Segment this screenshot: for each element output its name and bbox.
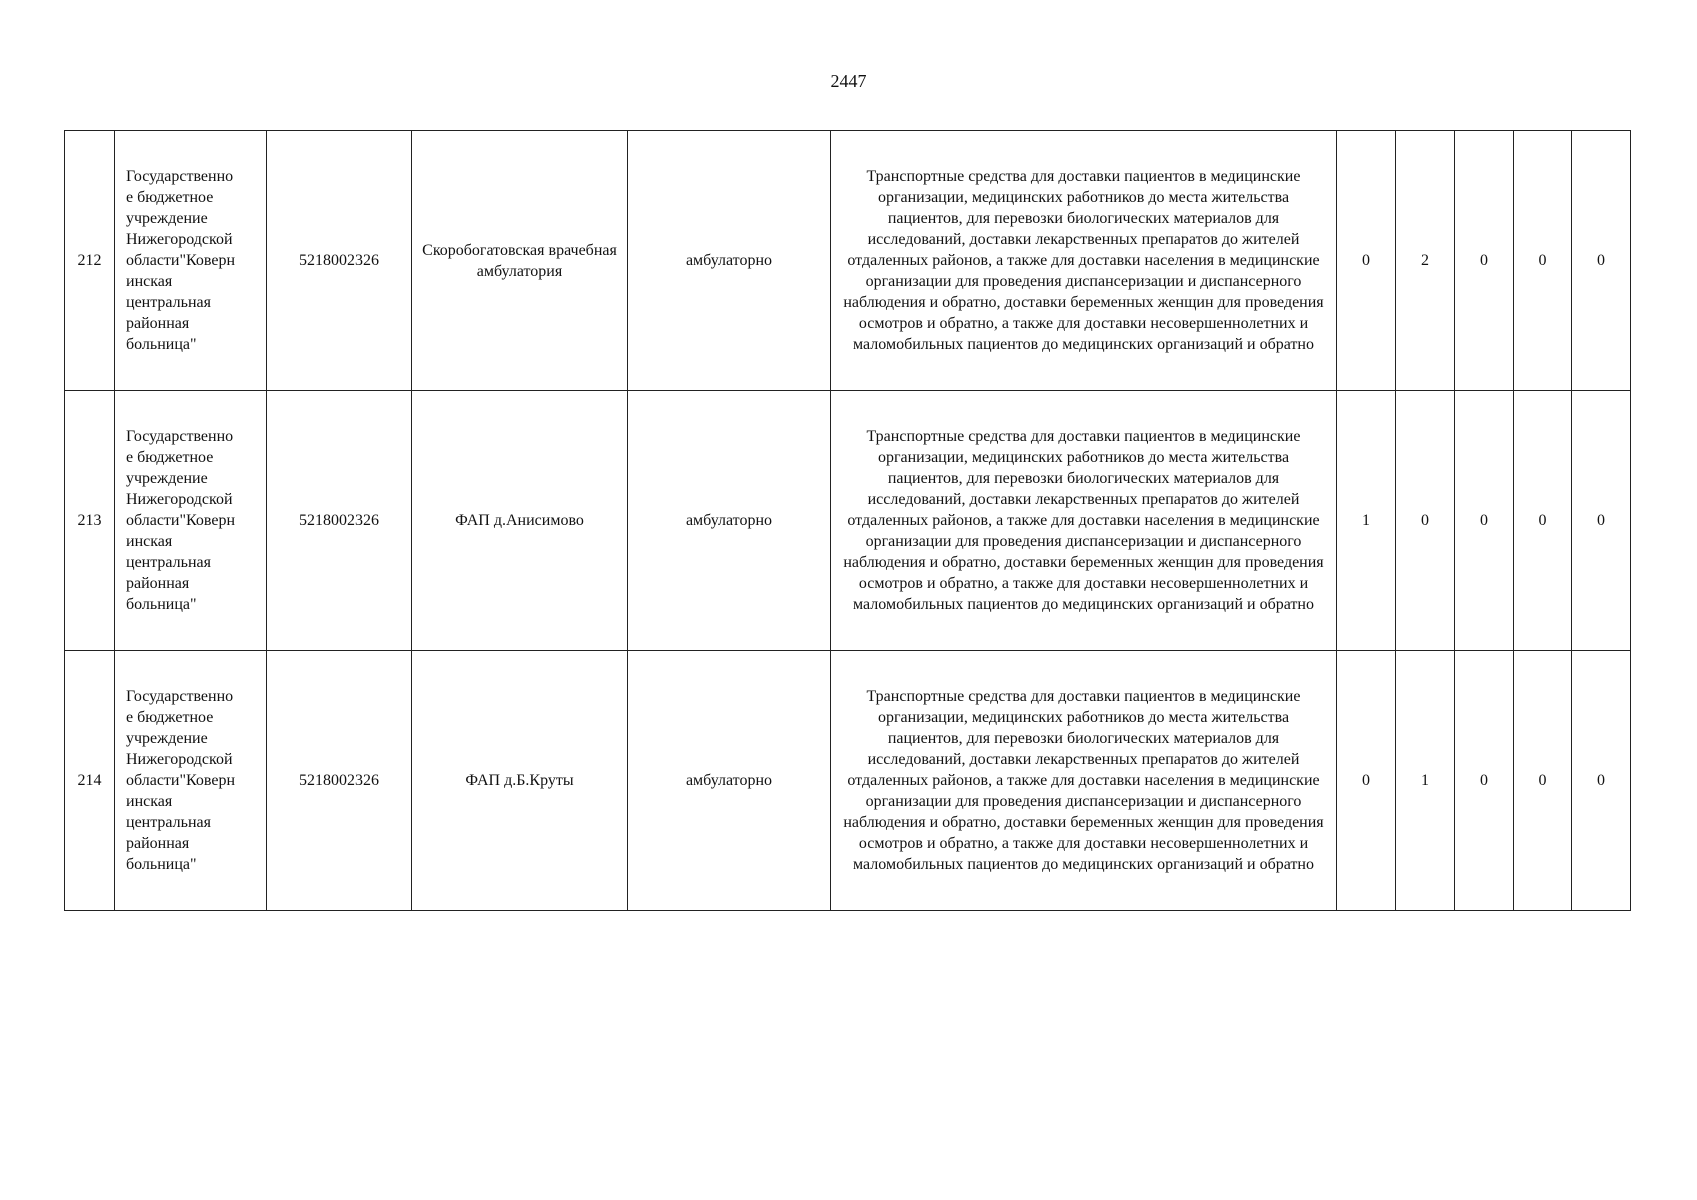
registry-table [64,130,1631,911]
value-cell: 0 [1337,131,1396,391]
organization-name: Государственно е бюджетное учреждение Нижегородской области"Коверн инская центральная районная больница" [115,651,267,911]
value-cell: 0 [1514,131,1572,391]
care-mode: амбулаторно [628,391,831,651]
row-number: 214 [65,651,115,911]
page-number: 2447 [830,71,867,91]
table-row [65,651,1631,911]
value-cell: 0 [1396,391,1455,651]
value-cell: 0 [1455,391,1514,651]
unit-name: ФАП д.Анисимово [412,391,628,651]
value-cell: 0 [1572,131,1631,391]
organization-name: Государственно е бюджетное учреждение Нижегородской области"Коверн инская центральная районная больница" [115,131,267,391]
table-row [65,131,1631,391]
care-mode: амбулаторно [628,651,831,911]
table-row [65,391,1631,651]
care-mode: амбулаторно [628,131,831,391]
vehicle-description: Транспортные средства для доставки пациентов в медицинские организации, медицинских работников до места жительства пациентов, для перевозки биологических материалов для исследований, доставки лекарственных препаратов до жителей отдаленных районов, а также для доставки населения в медицинские организации для проведения диспансеризации и диспансерного наблюдения и обратно, доставки беременных женщин для проведения осмотров и обратно, а также для доставки несовершеннолетних и маломобильных пациентов до медицинских организаций и обратно [831,391,1337,651]
value-cell: 0 [1572,391,1631,651]
value-cell: 0 [1572,651,1631,911]
value-cell: 0 [1514,651,1572,911]
organization-name: Государственно е бюджетное учреждение Нижегородской области"Коверн инская центральная районная больница" [115,391,267,651]
value-cell: 0 [1337,651,1396,911]
value-cell: 2 [1396,131,1455,391]
inn: 5218002326 [267,131,412,391]
value-cell: 0 [1514,391,1572,651]
vehicle-description: Транспортные средства для доставки пациентов в медицинские организации, медицинских работников до места жительства пациентов, для перевозки биологических материалов для исследований, доставки лекарственных препаратов до жителей отдаленных районов, а также для доставки населения в медицинские организации для проведения диспансеризации и диспансерного наблюдения и обратно, доставки беременных женщин для проведения осмотров и обратно, а также для доставки несовершеннолетних и маломобильных пациентов до медицинских организаций и обратно [831,131,1337,391]
unit-name: Скоробогатовская врачебная амбулатория [412,131,628,391]
row-number: 212 [65,131,115,391]
inn: 5218002326 [267,391,412,651]
value-cell: 0 [1455,651,1514,911]
unit-name: ФАП д.Б.Круты [412,651,628,911]
vehicle-description: Транспортные средства для доставки пациентов в медицинские организации, медицинских работников до места жительства пациентов, для перевозки биологических материалов для исследований, доставки лекарственных препаратов до жителей отдаленных районов, а также для доставки населения в медицинские организации для проведения диспансеризации и диспансерного наблюдения и обратно, доставки беременных женщин для проведения осмотров и обратно, а также для доставки несовершеннолетних и маломобильных пациентов до медицинских организаций и обратно [831,651,1337,911]
value-cell: 1 [1396,651,1455,911]
value-cell: 1 [1337,391,1396,651]
value-cell: 0 [1455,131,1514,391]
inn: 5218002326 [267,651,412,911]
row-number: 213 [65,391,115,651]
